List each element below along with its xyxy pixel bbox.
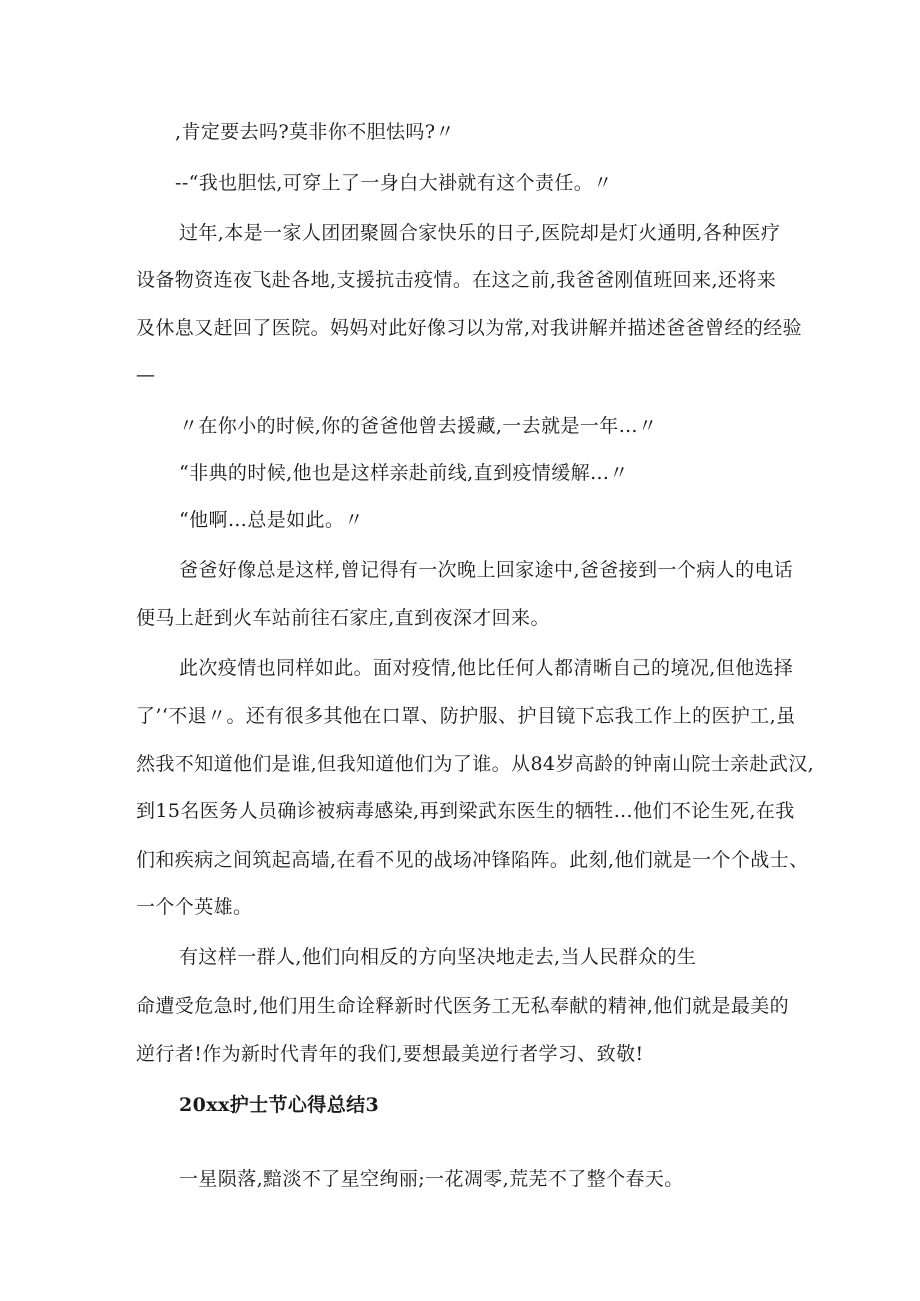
text-line: 〃在你小的时候,你的爸爸他曾去援藏,一去就是一年…〃 (179, 415, 658, 437)
text-line: ,肯定要去吗?莫非你不胆怯吗?〃 (175, 121, 455, 143)
text-line: “非典的时候,他也是这样亲赴前线,直到疫情缓解…〃 (179, 462, 629, 484)
text-line: 爸爸好像总是这样,曾记得有一次晚上回家途中,爸爸接到一个病人的电话 (179, 559, 794, 581)
text-line: 然我不知道他们是谁,但我知道他们为了谁。从84岁高龄的钟南山院士亲赴武汉, (136, 753, 815, 775)
text-line: 逆行者!作为新时代青年的我们,要想最美逆行者学习、致敬! (136, 1043, 644, 1065)
text-line: 到15名医务人员确诊被病毒感染,再到梁武东医生的牺牲…他们不论生死,在我 (136, 800, 795, 822)
text-line: “他啊…总是如此。〃 (179, 509, 364, 531)
text-line: — (136, 364, 156, 386)
text-line: --“我也胆怯,可穿上了一身白大褂就有这个责任。〃 (175, 172, 613, 194)
text-line: 命遭受危急时,他们用生命诠释新时代医务工无私奉献的精神,他们就是最美的 (136, 995, 790, 1017)
text-line: 过年,本是一家人团团聚圆合家快乐的日子,医院却是灯火通明,各种医疗 (179, 222, 781, 244)
section-heading: 20xx护士节心得总结3 (179, 1094, 380, 1116)
text-line: 了’‘不退〃。还有很多其他在口罩、防护服、护目镜下忘我工作上的医护工,虽 (136, 705, 796, 727)
text-line: 设备物资连夜飞赴各地,支援抗击疫情。在这之前,我爸爸刚值班回来,还将来 (136, 269, 777, 291)
text-line: 有这样一群人,他们向相反的方向坚决地走去,当人民群众的生 (179, 946, 697, 968)
text-line: 及休息又赶回了医院。妈妈对此好像习以为常,对我讲解并描述爸爸曾经的经验 (136, 317, 803, 339)
text-line: 一个个英雄。 (136, 896, 253, 918)
text-line: 便马上赶到火车站前往石家庄,直到夜深才回来。 (136, 607, 550, 629)
text-line: 们和疾病之间筑起高墙,在看不见的战场冲锋陷阵。此刻,他们就是一个个战士、 (136, 849, 809, 871)
text-line: 此次疫情也同样如此。面对疫情,他比任何人都清晰自己的境况,但他选择 (179, 657, 794, 679)
text-line: 一星陨落,黯淡不了星空绚丽;一花凋零,荒芜不了整个春天。 (179, 1168, 684, 1190)
